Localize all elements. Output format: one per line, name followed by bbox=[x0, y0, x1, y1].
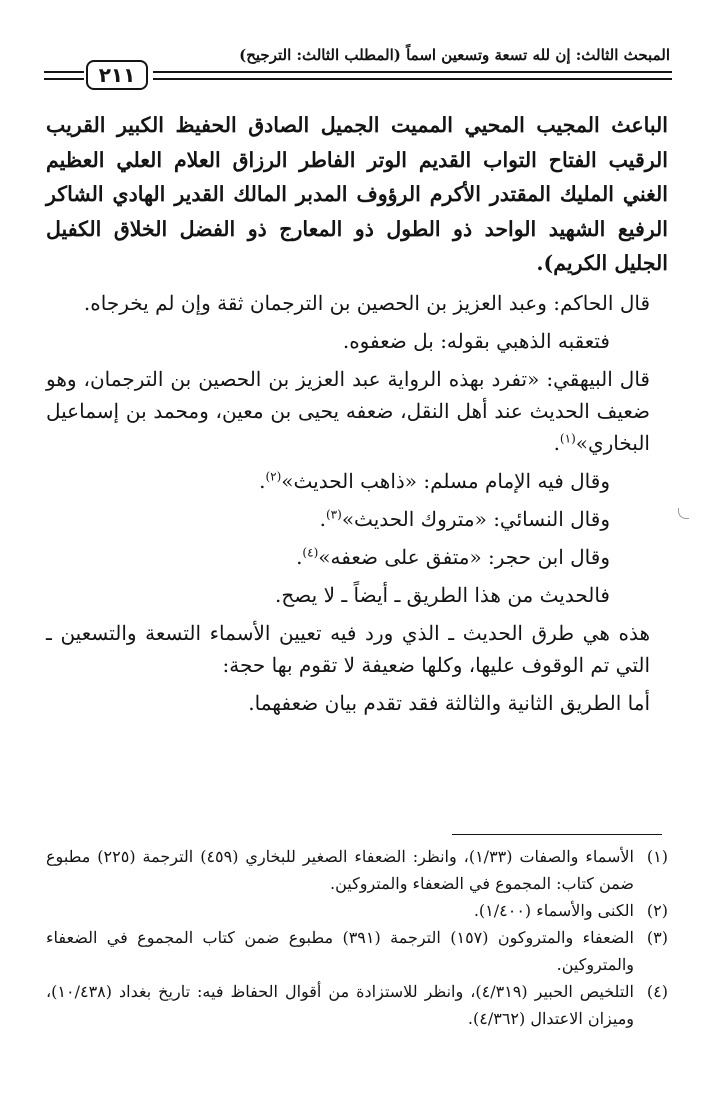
paragraph-conclusion: فالحديث من هذا الطريق ـ أيضاً ـ لا يصح. bbox=[275, 582, 610, 607]
footnote-text: الضعفاء والمتروكون (١٥٧) الترجمة (٣٩١) مطبوع ضمن كتاب المجموع في الضعفاء والمتروكين. bbox=[46, 928, 635, 974]
paragraph-ibn-hajar: وقال ابن حجر: «متفق على ضعفه»$^{(٤)}$. bbox=[296, 544, 610, 569]
header-rule bbox=[44, 78, 84, 80]
nasai-quote: وقال النسائي: «متروك الحديث» bbox=[341, 506, 610, 531]
footnote-text: التلخيص الحبير (٤/٣١٩)، وانظر للاستزادة من أقوال الحفاظ فيه: تاريخ بغداد (١٠/٤٣٨)، وميزان الاعتدال (٤/٣٦٢). bbox=[46, 982, 635, 1028]
paragraph-hakim: قال الحاكم: وعبد العزيز بن الحصين بن الترجمان ثقة وإن لم يخرجاه. bbox=[83, 290, 650, 315]
margin-mark bbox=[678, 508, 689, 519]
page-header bbox=[0, 0, 708, 110]
paragraph-summary: هذه هي طرق الحديث ـ الذي ورد فيه تعيين الأسماء التسعة والتسعين ـ التي تم الوقوف عليها، وكلها ضعيفة لا تقوم بها حجة: bbox=[46, 620, 650, 677]
header-rule bbox=[44, 71, 84, 73]
muslim-quote: وقال فيه الإمام مسلم: «ذاهب الحديث» bbox=[281, 468, 610, 493]
header-rule bbox=[153, 71, 672, 73]
footnote-2 bbox=[46, 897, 668, 924]
paragraph-muslim: وقال فيه الإمام مسلم: «ذاهب الحديث»$^{(٢)}$. bbox=[259, 468, 610, 493]
footnote-ref-1[interactable]: (١) bbox=[559, 430, 576, 445]
paragraph-bayhaqi: قال البيهقي: «تفرد بهذه الرواية عبد العزيز بن الحصين بن الترجمان، وهو ضعيف الحديث عند أهل النقل، ضعفه يحيى بن معين، ومحمد بن إسماعيل البخاري»$^{(١)}$. bbox=[46, 366, 650, 455]
footnote-4 bbox=[46, 978, 668, 1032]
footnote-number: (٢) bbox=[646, 901, 668, 920]
footnote-3 bbox=[46, 924, 668, 978]
footnotes bbox=[46, 843, 668, 1032]
footnote-separator bbox=[452, 834, 662, 835]
divine-names-list: الباعث المجيب المحيي المميت الجميل الصادق الحفيظ الكبير القريب الرقيب الفتاح التواب القديم الوتر الفاطر الرزاق العلام العلي العظيم الغني المليك المقتدر الأكرم الرؤوف المدبر المالك القدير الهادي الشاكر الرفيع الشهيد الواحد ذو الطول ذو المعارج ذو الفضل الخلاق الكفيل الجليل الكريم). bbox=[46, 113, 668, 275]
footnote-ref-3[interactable]: (٣) bbox=[325, 506, 342, 521]
footnote-number: (٤) bbox=[646, 982, 668, 1001]
main-text bbox=[46, 108, 668, 719]
paragraph-nasai: وقال النسائي: «متروك الحديث»$^{(٣)}$. bbox=[319, 506, 610, 531]
header-rule bbox=[153, 78, 672, 80]
footnote-text: الأسماء والصفات (١/٣٣)، وانظر: الضعفاء الصغير للبخاري (٤٥٩) الترجمة (٢٢٥) مطبوع ضمن كتاب: المجموع في الضعفاء والمتروكين. bbox=[46, 847, 634, 893]
footnote-number: (٣) bbox=[646, 928, 668, 947]
footnote-ref-2[interactable]: (٢) bbox=[265, 468, 282, 483]
ibn-hajar-quote: وقال ابن حجر: «متفق على ضعفه» bbox=[318, 544, 610, 569]
footnote-ref-4[interactable]: (٤) bbox=[302, 544, 319, 559]
footnote-number: (١) bbox=[646, 847, 668, 866]
page-number: ٢١١ bbox=[86, 60, 148, 90]
bayhaqi-quote: قال البيهقي: «تفرد بهذه الرواية عبد العزيز بن الحصين بن الترجمان، وهو ضعيف الحديث عند أهل النقل، ضعفه يحيى بن معين، ومحمد بن إسماعيل البخاري» bbox=[46, 366, 650, 455]
footnote-1 bbox=[46, 843, 668, 897]
paragraph-final: أما الطريق الثانية والثالثة فقد تقدم بيان ضعفهما. bbox=[248, 690, 650, 715]
paragraph-dhahabi: فتعقبه الذهبي بقوله: بل ضعفوه. bbox=[342, 328, 610, 353]
footnote-text: الكنى والأسماء (١/٤٠٠). bbox=[473, 901, 634, 920]
running-title: المبحث الثالث: إن لله تسعة وتسعين اسماً (المطلب الثالث: الترجيح) bbox=[239, 46, 670, 64]
